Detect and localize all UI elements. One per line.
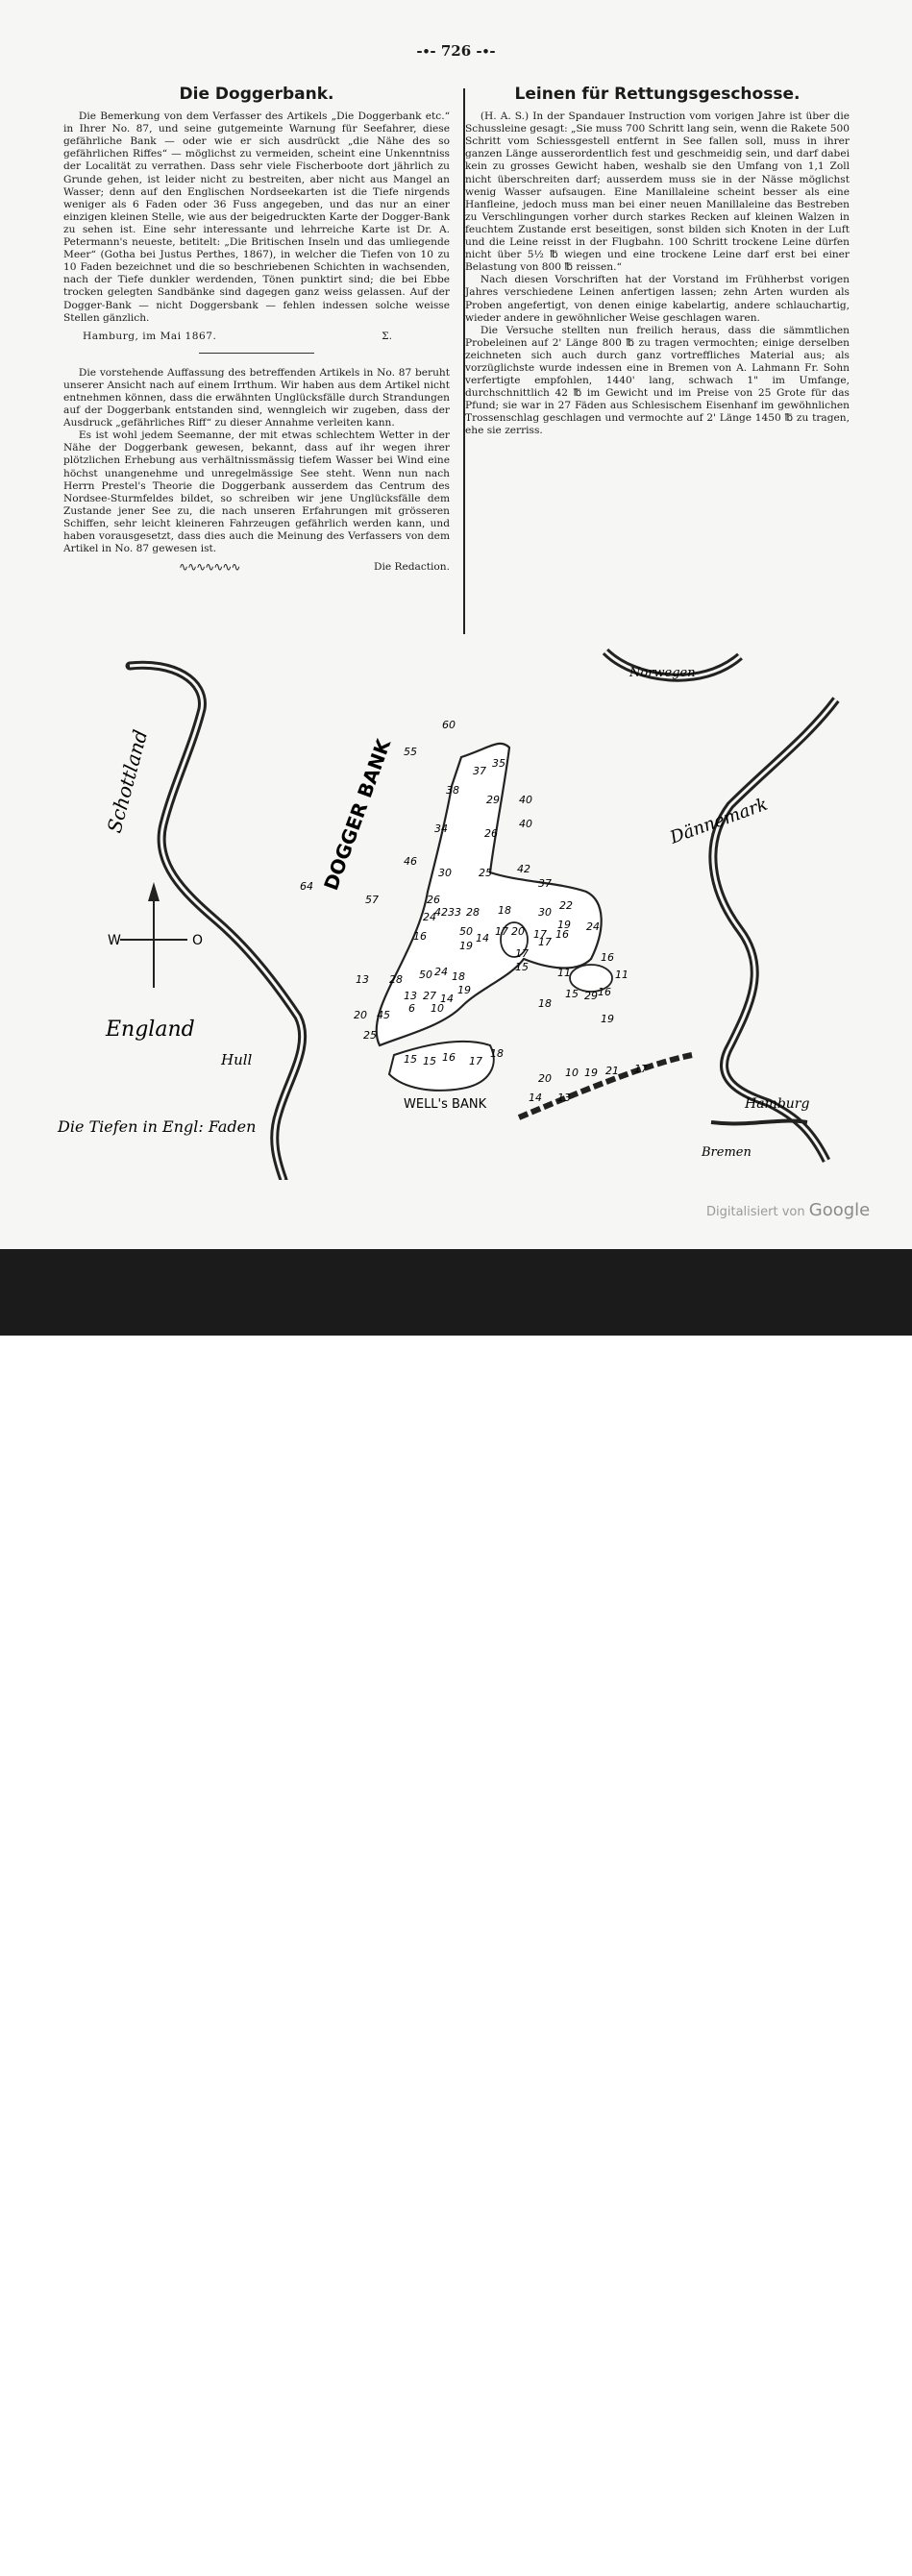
norway-label: Norwegen [629,666,696,680]
dogger-bank-label: DOGGER BANK [319,736,396,894]
depth-sounding: 18 [490,1047,504,1060]
depth-sounding: 17 [533,928,547,941]
signature-mark: Σ. [382,330,392,342]
paragraph: Die Bemerkung von dem Verfasser des Artikels „Die Doggerbank etc.“ in Ihrer No. 87, und seine gutgemeinte Warnung für Seefahrer, diese gefährliche Bank — oder wie er sich ausdrückt „die Nähe des so gefährlichen Riffes“ — möglichst zu vermeiden, scheint eine Unkenntniss der Localität zu verrathen. Dass sehr viele Fischerboote dort jährlich zu Grunde gehen, ist leider nicht zu bestreiten, aber nicht aus Mangel an Wasser; denn auf den Englischen Nordseekarten ist die Tiefe nirgends weniger als 6 Faden oder 36 Fuss angegeben, und das nur an einer einzigen kleinen Stelle, wie aus der beigedruckten Karte der Dogger-Bank zu sehen ist. Eine sehr interessante und lehrreiche Karte ist Dr. A. Petermann's neueste, betitelt: „Die Britischen Inseln und das umliegende Meer“ (Gotha bei Justus Perthes, 1867), in welcher die Tiefen von 10 zu 10 Faden bezeichnet und die so beschriebenen Schichten in wachsenden, nach der Tiefe dunkler werdenden, Tönen punktirt sind; die bei Ebbe trocken gelegten Sandbänke sind dagegen ganz weiss gelassen. Auf der Dogger-Bank — nicht Doggersbank — fehlen indessen solche weisse Stellen gänzlich. [63,110,450,324]
depth-sounding: 18 [498,904,511,917]
image-id: Image ID: J42EH2 [762,2542,880,2558]
depth-sounding: 19 [584,1067,598,1079]
elbe-river [711,1121,807,1124]
dogger-bank-map [38,642,875,1180]
depth-sounding: 16 [598,986,611,998]
depth-sounding: 64 [300,880,313,893]
depth-sounding: 14 [476,932,489,945]
article-title-doggerbank: Die Doggerbank. [179,85,334,104]
depth-sounding: 19 [457,984,471,996]
depth-sounding: 24 [434,966,448,978]
depth-sounding: 57 [365,894,379,906]
depth-sounding: 46 [404,855,417,868]
depth-sounding: 14 [440,993,454,1005]
depth-sounding: 18 [538,997,552,1010]
depth-sounding: 13 [404,990,417,1002]
redaction-line [63,561,450,574]
depth-sounding: 17 [469,1055,482,1067]
depth-sounding: 25 [363,1029,377,1042]
depth-sounding: 17 [538,936,552,948]
depth-sounding: 20 [538,1072,552,1085]
depth-sounding: 30 [438,867,452,879]
site-url: www.alamy.com [761,2562,862,2576]
depth-sounding: 13 [557,1092,571,1104]
depth-sounding: 27 [423,990,436,1002]
depth-sounding: 42 [517,863,530,875]
wells-bank-label: WELL's BANK [404,1097,487,1112]
left-column [63,85,450,575]
depth-sounding: 22 [559,899,573,912]
divider [199,353,314,354]
depth-sounding: 37 [473,765,486,777]
newspaper-page [0,0,912,1249]
depth-sounding: 15 [515,961,529,973]
depth-sounding: 19 [459,940,473,952]
denmark-label: Dännemark [667,794,771,848]
paragraph: Es ist wohl jedem Seemanne, der mit etwas schlechtem Wetter in der Nähe der Doggerbank gewesen, bekannt, dass auf ihr wegen ihrer plötzlichen Erhebung aus verhältnissmässig tiefem Wasser bei Wind eine höchst unangenehme und unregelmässige See steht. Wenn nun nach Herrn Prestel's Theorie die Doggerbank ausserdem das Centrum des Nordsee-Sturmfeldes bildet, so schreiben wir jene Unglücksfälle dem Zustande jener See zu, die nach unseren Erfahrungen mit grösseren Schiffen, sehr leicht kleineren Fahrzeugen gefährlich werden kann, und haben vorausgesetzt, dass dies auch die Meinung des Verfassers von dem Artikel in No. 87 gewesen ist. [63,429,450,555]
depth-sounding: 4233 [434,906,461,919]
depth-sounding: 37 [538,877,552,890]
depth-sounding: 40 [519,818,532,830]
depth-sounding: 38 [446,784,459,797]
north-arrow-icon [148,882,160,901]
depth-sounding: 17 [515,947,529,960]
depth-sounding: 30 [538,906,552,919]
paragraph: Nach diesen Vorschriften hat der Vorstand im Frühherbst vorigen Jahres verschiedene Leinen anfertigen lassen; zehn Arten wurden als Proben angefertigt, von denen einige kabelartig, andere schlauchartig, wieder andere in gewöhnlicher Weise geschlagen waren. [465,274,850,324]
depth-sounding: 24 [423,911,436,923]
paragraph: (H. A. S.) In der Spandauer Instruction vom vorigen Jahre ist über die Schussleine gesagt: „Sie muss 700 Schritt lang sein, wenn die Rakete 500 Schritt vom Schiessgestell entfernt in See fallen soll, muss in ihrer ganzen Länge ausserordentlich fest und geschmeidig sein, und darf dabei kein zu grosses Gewicht haben, weshalb sie den Umfang von 1,1 Zoll nicht überschreiten darf; ausserdem muss sie in der Nässe möglichst wenig Wasser aufsaugen. Eine Manillaleine scheint besser als eine Hanfleine, jedoch muss man bei einer neuen Manillaleine das Bestreben zu Verschlingungen vorher durch starkes Recken auf kleinen Walzen in feuchtem Zustande erst beseitigen, sonst bilden sich Knoten in der Luft und die Leine reisst in der Flugbahn. 100 Schritt trockene Leine dürfen nicht über 5½ ℔ wiegen und eine trockene Leine darf erst bei einer Belastung von 800 ℔ reissen.“ [465,110,850,274]
depth-sounding: 6 [408,1002,415,1015]
map-caption: Die Tiefen in Engl: Faden [58,1117,257,1136]
depth-sounding: 17 [634,1063,648,1075]
depth-sounding: 19 [601,1013,614,1025]
depth-sounding: 11 [615,969,629,981]
depth-sounding: 55 [404,746,417,758]
hull-label: Hull [221,1051,253,1068]
compass-west-label: W [108,933,121,948]
depth-sounding: 60 [442,719,456,731]
depth-sounding: 20 [511,925,525,938]
signature-line [63,331,450,343]
depth-sounding: 16 [442,1051,456,1064]
depth-sounding: 50 [459,925,473,938]
depth-sounding: 16 [555,928,569,941]
continental-coastline [713,699,836,1161]
depth-sounding: 10 [431,1002,444,1015]
depth-sounding: 19 [557,919,571,931]
depth-sounding: 20 [354,1009,367,1021]
alamy-logo: alamy [44,2511,170,2555]
depth-sounding: 10 [565,1067,579,1079]
depth-sounding: 28 [466,906,480,919]
depth-sounding: 15 [423,1055,436,1067]
page-number: -∙- 726 -∙- [416,42,496,60]
depth-sounding: 35 [492,757,505,770]
paragraph: Die vorstehende Auffassung des betreffenden Artikels in No. 87 beruht unserer Ansicht nach auf einem Irrthum. Wir haben aus dem Artikel nicht entnehmen können, dass die erwähnten Unglücksfälle durch Strandungen auf der Doggerbank entstanden sind, wenngleich wir zugeben, dass der Ausdruck „gefährliches Riff“ zu dieser Annahme verleiten kann. [63,366,450,429]
google-attribution: Digitalisiert von Google [706,1200,871,1220]
depth-sounding: 17 [495,925,508,938]
depth-sounding: 15 [565,988,579,1000]
depth-sounding: 21 [605,1065,619,1077]
bremen-label: Bremen [702,1145,752,1160]
depth-sounding: 26 [427,894,440,906]
england-label: England [106,1018,195,1042]
depth-sounding: 16 [601,951,614,964]
depth-sounding: 14 [529,1092,542,1104]
depth-sounding: 13 [356,973,369,986]
depth-sounding: 24 [586,920,600,933]
depth-sounding: 11 [557,967,571,979]
hamburg-label: Hamburg [745,1096,810,1112]
depth-sounding: 50 [419,969,432,981]
depth-sounding: 26 [484,827,498,840]
british-coastline [130,665,303,1180]
depth-sounding: 18 [452,970,465,983]
depth-sounding: 40 [519,794,532,806]
depth-sounding: 45 [377,1009,390,1021]
depth-sounding: 29 [584,990,598,1002]
depth-sounding: 15 [404,1053,417,1066]
depth-sounding: 29 [486,794,500,806]
stock-footer [0,1249,912,2576]
scotland-label: Schottland [102,726,153,836]
depth-sounding: 25 [479,867,492,879]
article-title-leinen: Leinen für Rettungsgeschosse. [514,85,801,104]
redaction-signature: Die Redaction. [373,561,450,574]
depth-sounding: 34 [434,822,448,835]
depth-sounding: 28 [389,973,403,986]
signature-place: Hamburg, im Mai 1867. [83,330,217,342]
compass-east-label: O [192,933,204,948]
paragraph: Die Versuche stellten nun freilich heraus, dass die sämmtlichen Probeleinen auf 2' Länge 800 ℔ zu tragen vermochten; einige derselben zeichneten sich auch durch ganz vortreffliches Material aus; als vorzüglichste wurde indessen eine in Bremen von A. Lahmann Fr. Sohn verfertigte empfohlen, 1440' lang, schwach 1" im Umfange, durchschnittlich 42 ℔ im Gewicht und im Preise von 25 Grote für das Pfund; sie war in 27 Fäden aus Schlesischem Eisenhanf im gewöhnlichen Trossenschlag geschlagen und vermochte auf 2' Länge 1450 ℔ zu tragen, ehe sie zerriss. [465,324,850,437]
depth-sounding: 16 [413,930,427,943]
ornament: ∿∿∿∿∿∿∿ [179,560,240,575]
right-column [465,85,850,438]
